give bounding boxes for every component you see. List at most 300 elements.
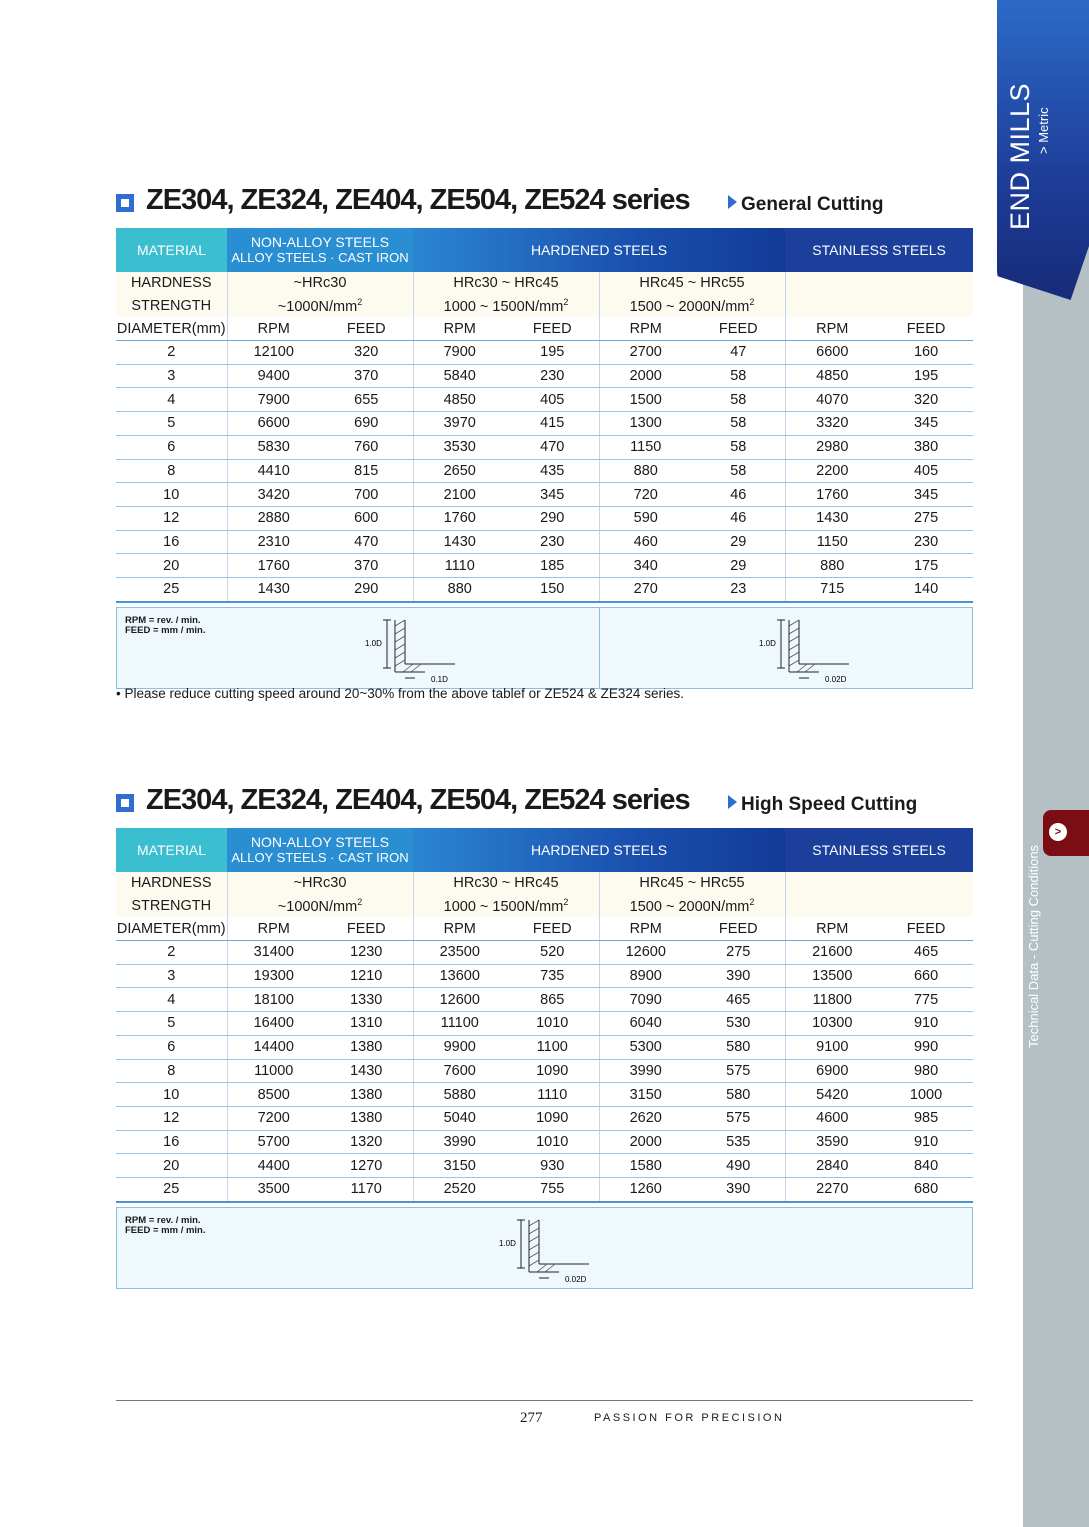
feed-cell: 1000 [879,1083,973,1107]
feed-cell: 345 [506,483,599,507]
rpm-cell: 1760 [785,483,879,507]
table-row [116,1083,973,1107]
hardness-row [116,272,973,295]
rpm-cell: 13500 [785,964,879,988]
table-row [116,554,973,578]
table-row [116,530,973,554]
hardness-value: ~HRc30 [227,872,413,895]
hardness-label: HARDNESS [116,872,227,895]
feed-cell: 465 [879,941,973,965]
diameter-cell: 16 [116,530,227,554]
feed-cell: 185 [506,554,599,578]
feed-cell: 370 [320,554,413,578]
feed-cell: 910 [879,1012,973,1036]
feed-cell: 47 [692,341,785,365]
feed-cell: 760 [320,435,413,459]
superscript: 2 [357,297,363,308]
table-row [116,412,973,436]
feed-label: FEED [692,317,785,340]
feed-label: FEED [692,917,785,940]
rpm-cell: 7900 [227,388,320,412]
strength-value [599,295,785,318]
header-row [116,228,973,272]
table-row [116,1154,973,1178]
feed-cell: 1380 [320,1083,413,1107]
diameter-cell: 5 [116,412,227,436]
feed-cell: 1010 [506,1012,599,1036]
header-material: MATERIAL [116,228,227,272]
rpm-cell: 21600 [785,941,879,965]
feed-cell: 230 [506,364,599,388]
rpm-cell: 3990 [413,1130,506,1154]
rpm-cell: 2980 [785,435,879,459]
diameter-cell: 25 [116,1177,227,1201]
feed-cell: 530 [692,1012,785,1036]
diameter-label: DIAMETER(mm) [116,317,227,340]
rpm-cell: 2880 [227,506,320,530]
cut-depth-diagram [499,1216,609,1282]
feed-cell: 985 [879,1106,973,1130]
strength-value [227,295,413,318]
header-stainless: STAINLESS STEELS [785,228,973,272]
footer-tagline: PASSION FOR PRECISION [594,1412,785,1424]
feed-cell: 1010 [506,1130,599,1154]
feed-cell: 660 [879,964,973,988]
table-row [116,1059,973,1083]
rpm-cell: 5700 [227,1130,320,1154]
rpm-cell: 16400 [227,1012,320,1036]
strength-value [413,895,599,918]
feed-cell: 46 [692,483,785,507]
feed-cell: 140 [879,577,973,601]
strength-text: ~1000N/mm [277,898,358,915]
diameter-cell: 10 [116,483,227,507]
table-row [116,506,973,530]
rpm-cell: 715 [785,577,879,601]
table-row [116,1177,973,1201]
rpm-cell: 880 [413,577,506,601]
diameter-cell: 4 [116,988,227,1012]
page-number: 277 [520,1410,543,1426]
rpm-label: RPM [227,917,320,940]
superscript: 2 [563,897,569,908]
rpm-cell: 3420 [227,483,320,507]
feed-cell: 275 [879,506,973,530]
diameter-cell: 20 [116,1154,227,1178]
rpm-cell: 2100 [413,483,506,507]
rpm-cell: 10300 [785,1012,879,1036]
units-note: RPM = rev. / min. FEED = mm / min. [125,1214,206,1236]
feed-cell: 175 [879,554,973,578]
rpm-cell: 6600 [785,341,879,365]
feed-cell: 195 [506,341,599,365]
feed-cell: 1320 [320,1130,413,1154]
feed-cell: 990 [879,1035,973,1059]
section-badge[interactable] [1043,810,1089,856]
feed-cell: 700 [320,483,413,507]
rpm-cell: 3150 [599,1083,692,1107]
rpm-cell: 880 [599,459,692,483]
rpm-cell: 5300 [599,1035,692,1059]
rpm-cell: 18100 [227,988,320,1012]
feed-cell: 600 [320,506,413,530]
feed-cell: 150 [506,577,599,601]
rpm-cell: 2650 [413,459,506,483]
feed-cell: 29 [692,530,785,554]
rpm-label: RPM [785,917,879,940]
rpm-cell: 2270 [785,1177,879,1201]
note-box [116,607,973,689]
rpm-cell: 4600 [785,1106,879,1130]
rpm-cell: 1300 [599,412,692,436]
feed-cell: 230 [506,530,599,554]
superscript: 2 [749,297,755,308]
feed-cell: 58 [692,364,785,388]
table-row [116,341,973,365]
feed-cell: 1230 [320,941,413,965]
cut-depth-diagram [365,616,475,682]
rpm-cell: 1110 [413,554,506,578]
header-non-alloy-line1: NON-ALLOY STEELS [250,234,390,250]
feed-label: FEED [879,317,973,340]
rpm-cell: 5420 [785,1083,879,1107]
feed-cell: 195 [879,364,973,388]
superscript: 2 [749,897,755,908]
feed-cell: 1380 [320,1106,413,1130]
rpm-cell: 4850 [413,388,506,412]
rpm-cell: 7200 [227,1106,320,1130]
feed-cell: 390 [692,964,785,988]
footer-rule [116,1400,973,1401]
feed-cell: 390 [692,1177,785,1201]
triangle-icon [728,195,737,209]
depth-label: 1.0D [759,638,776,648]
strength-text: ~1000N/mm [277,298,358,315]
rpm-cell: 4850 [785,364,879,388]
superscript: 2 [357,897,363,908]
feed-cell: 1310 [320,1012,413,1036]
rpm-cell: 2840 [785,1154,879,1178]
feed-label: FEED [320,917,413,940]
units-note: RPM = rev. / min. FEED = mm / min. [125,614,206,636]
feed-cell: 160 [879,341,973,365]
strength-row [116,895,973,918]
note-box [116,1207,973,1289]
feed-cell: 840 [879,1154,973,1178]
table-row [116,1035,973,1059]
rpm-cell: 3500 [227,1177,320,1201]
diameter-cell: 12 [116,1106,227,1130]
square-bullet-icon [116,194,134,212]
rpm-cell: 3320 [785,412,879,436]
strength-value [413,295,599,318]
section-high-speed-cutting [116,784,973,1289]
depth-label: 1.0D [499,1238,516,1248]
rpm-label: RPM [599,917,692,940]
feed-cell: 58 [692,388,785,412]
depth-label: 1.0D [365,638,382,648]
rpm-cell: 4070 [785,388,879,412]
rpm-cell: 11100 [413,1012,506,1036]
width-label: 0.02D [825,674,847,682]
diameter-cell: 8 [116,459,227,483]
cutting-table [116,828,973,1203]
diameter-cell: 2 [116,341,227,365]
feed-label: FEED [506,917,599,940]
diameter-label: DIAMETER(mm) [116,917,227,940]
section-subtitle: General Cutting [728,194,884,216]
diameter-cell: 2 [116,941,227,965]
table-row [116,964,973,988]
width-label: 0.02D [565,1274,587,1282]
rpm-cell: 6900 [785,1059,879,1083]
feed-cell: 690 [320,412,413,436]
rpm-label: RPM [413,917,506,940]
feed-cell: 320 [879,388,973,412]
rpm-cell: 4400 [227,1154,320,1178]
rpm-cell: 5840 [413,364,506,388]
rpm-cell: 5040 [413,1106,506,1130]
feed-cell: 755 [506,1177,599,1201]
header-non-alloy-line2: ALLOY STEELS · CAST IRON [231,250,409,265]
sidebar-title: END MILLS [1005,82,1035,230]
strength-text: 1000 ~ 1500N/mm [443,898,564,915]
rpm-cell: 1150 [599,435,692,459]
rpm-label: RPM [227,317,320,340]
feed-label: FEED [879,917,973,940]
rpm-label: RPM [785,317,879,340]
header-hardened: HARDENED STEELS [413,828,785,872]
rpm-cell: 9400 [227,364,320,388]
feed-cell: 58 [692,435,785,459]
rpm-cell: 3150 [413,1154,506,1178]
rpm-cell: 590 [599,506,692,530]
rpm-cell: 13600 [413,964,506,988]
strength-row [116,295,973,318]
feed-label: FEED [320,317,413,340]
feed-cell: 580 [692,1083,785,1107]
rpm-cell: 11800 [785,988,879,1012]
feed-cell: 275 [692,941,785,965]
feed-cell: 1270 [320,1154,413,1178]
rpm-cell: 7900 [413,341,506,365]
rpm-cell: 31400 [227,941,320,965]
rpm-cell: 12100 [227,341,320,365]
header-non-alloy-line1: NON-ALLOY STEELS [250,834,390,850]
rpm-cell: 3970 [413,412,506,436]
section-header [116,184,973,228]
feed-cell: 23 [692,577,785,601]
table-row [116,577,973,601]
table-row [116,1106,973,1130]
rpm-cell: 1580 [599,1154,692,1178]
strength-text: 1500 ~ 2000N/mm [629,898,750,915]
feed-cell: 1090 [506,1059,599,1083]
rpm-label: RPM [599,317,692,340]
width-label: 0.1D [431,674,448,682]
feed-cell: 370 [320,364,413,388]
feed-cell: 46 [692,506,785,530]
rpm-cell: 11000 [227,1059,320,1083]
table-row [116,459,973,483]
rpm-cell: 1430 [227,577,320,601]
feed-cell: 415 [506,412,599,436]
rpm-cell: 8900 [599,964,692,988]
header-material: MATERIAL [116,828,227,872]
hardness-value [785,272,973,295]
feed-cell: 345 [879,412,973,436]
diameter-cell: 8 [116,1059,227,1083]
rpm-cell: 4410 [227,459,320,483]
hardness-value: HRc45 ~ HRc55 [599,272,785,295]
rpm-cell: 460 [599,530,692,554]
rpm-cell: 9100 [785,1035,879,1059]
diameter-cell: 16 [116,1130,227,1154]
strength-text: 1500 ~ 2000N/mm [629,298,750,315]
rpm-cell: 7600 [413,1059,506,1083]
rpm-cell: 1430 [413,530,506,554]
square-bullet-icon [116,794,134,812]
feed-cell: 535 [692,1130,785,1154]
section-title: ZE304, ZE324, ZE404, ZE504, ZE524 series [146,784,690,816]
hardness-value [785,872,973,895]
rpm-cell: 1260 [599,1177,692,1201]
table-row [116,364,973,388]
rpm-cell: 14400 [227,1035,320,1059]
diameter-cell: 6 [116,435,227,459]
feed-cell: 435 [506,459,599,483]
rpm-cell: 2520 [413,1177,506,1201]
header-non-alloy [227,228,413,272]
rpm-cell: 2000 [599,364,692,388]
strength-value [227,895,413,918]
strength-value [785,895,973,918]
sidebar-subtitle: > Metric [1036,107,1051,154]
section-title: ZE304, ZE324, ZE404, ZE504, ZE524 series [146,184,690,216]
sidebar-section-label: Technical Data - Cutting Conditions [1026,844,1041,1048]
feed-cell: 380 [879,435,973,459]
table-row [116,483,973,507]
feed-cell: 405 [506,388,599,412]
feed-cell: 815 [320,459,413,483]
strength-label: STRENGTH [116,295,227,318]
rpm-cell: 2000 [599,1130,692,1154]
feed-cell: 910 [879,1130,973,1154]
rpm-cell: 8500 [227,1083,320,1107]
feed-cell: 405 [879,459,973,483]
table-row [116,388,973,412]
footnote: • Please reduce cutting speed around 20~30% from the above tablef or ZE524 & ZE324 series. [116,686,684,701]
rpm-cell: 6040 [599,1012,692,1036]
rpm-cell: 3530 [413,435,506,459]
feed-cell: 470 [320,530,413,554]
hardness-value: HRc30 ~ HRc45 [413,272,599,295]
diameter-cell: 20 [116,554,227,578]
rpm-cell: 270 [599,577,692,601]
feed-cell: 575 [692,1106,785,1130]
diameter-cell: 25 [116,577,227,601]
feed-cell: 775 [879,988,973,1012]
header-non-alloy-line2: ALLOY STEELS · CAST IRON [231,850,409,865]
rpm-cell: 9900 [413,1035,506,1059]
column-label-row [116,917,973,940]
hardness-label: HARDNESS [116,272,227,295]
feed-cell: 735 [506,964,599,988]
feed-cell: 575 [692,1059,785,1083]
table-row [116,1012,973,1036]
table-row [116,1130,973,1154]
hardness-value: HRc30 ~ HRc45 [413,872,599,895]
rpm-cell: 1760 [413,506,506,530]
rpm-cell: 19300 [227,964,320,988]
feed-cell: 58 [692,412,785,436]
table-row [116,435,973,459]
feed-label: FEED [506,317,599,340]
diameter-cell: 3 [116,364,227,388]
feed-cell: 1430 [320,1059,413,1083]
hardness-row [116,872,973,895]
diameter-cell: 4 [116,388,227,412]
rpm-cell: 23500 [413,941,506,965]
section-subtitle: High Speed Cutting [728,794,917,816]
cutting-table [116,228,973,603]
rpm-cell: 5880 [413,1083,506,1107]
feed-cell: 1100 [506,1035,599,1059]
feed-cell: 1210 [320,964,413,988]
feed-cell: 930 [506,1154,599,1178]
rpm-cell: 880 [785,554,879,578]
rpm-cell: 7090 [599,988,692,1012]
rpm-cell: 3590 [785,1130,879,1154]
feed-cell: 290 [506,506,599,530]
feed-cell: 580 [692,1035,785,1059]
rpm-cell: 12600 [599,941,692,965]
feed-cell: 58 [692,459,785,483]
feed-cell: 470 [506,435,599,459]
hardness-value: HRc45 ~ HRc55 [599,872,785,895]
strength-text: 1000 ~ 1500N/mm [443,298,564,315]
header-non-alloy [227,828,413,872]
rpm-cell: 2200 [785,459,879,483]
feed-cell: 230 [879,530,973,554]
feed-cell: 655 [320,388,413,412]
table-row [116,941,973,965]
feed-cell: 29 [692,554,785,578]
rpm-cell: 1150 [785,530,879,554]
section-general-cutting [116,184,973,689]
feed-cell: 345 [879,483,973,507]
note-divider [599,608,600,688]
feed-cell: 520 [506,941,599,965]
feed-cell: 290 [320,577,413,601]
rpm-cell: 2310 [227,530,320,554]
rpm-cell: 2620 [599,1106,692,1130]
rpm-cell: 2700 [599,341,692,365]
rpm-label: RPM [413,317,506,340]
rpm-cell: 5830 [227,435,320,459]
header-stainless: STAINLESS STEELS [785,828,973,872]
superscript: 2 [563,297,569,308]
rpm-cell: 3990 [599,1059,692,1083]
section-header [116,784,973,828]
feed-cell: 465 [692,988,785,1012]
rpm-cell: 1430 [785,506,879,530]
triangle-icon [728,795,737,809]
strength-value [599,895,785,918]
feed-cell: 490 [692,1154,785,1178]
chevron-icon: > [1049,823,1067,841]
column-label-row [116,317,973,340]
